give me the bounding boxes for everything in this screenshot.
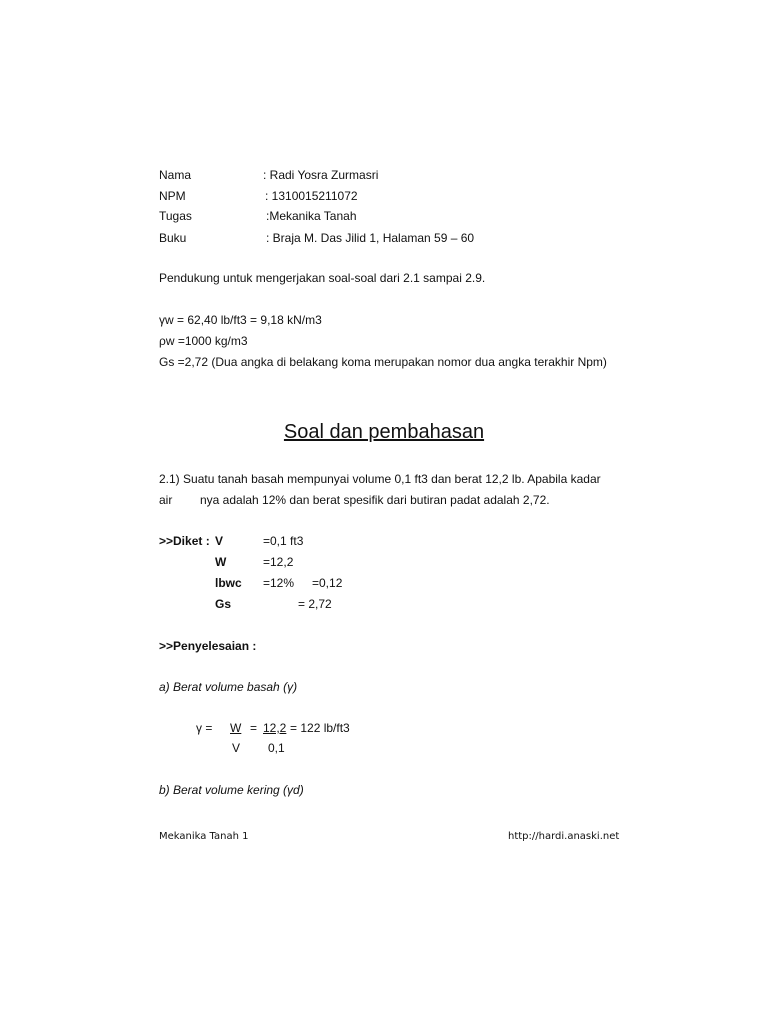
- penyelesaian-heading: >>Penyelesaian :: [159, 639, 257, 653]
- part-b-heading: b) Berat volume kering (γd): [159, 783, 304, 797]
- tugas-label: Tugas: [159, 209, 192, 223]
- fraction-numerator-w: W: [230, 721, 242, 735]
- gs-line: Gs =2,72 (Dua angka di belakang koma merupakan nomor dua angka terakhir Npm): [159, 355, 607, 369]
- buku-value: : Braja M. Das Jilid 1, Halaman 59 – 60: [266, 231, 475, 245]
- nama-value: : Radi Yosra Zurmasri: [263, 168, 379, 182]
- buku-label: Buku: [159, 231, 187, 245]
- diket-value-gs: = 2,72: [298, 597, 332, 611]
- diket-value-w: =12,2: [263, 555, 294, 569]
- nama-label: Nama: [159, 168, 192, 182]
- npm-label: NPM: [159, 189, 186, 203]
- diket-symbol-gs: Gs: [215, 597, 232, 611]
- fraction-denominator-value: 0,1: [268, 741, 285, 755]
- diket-symbol-w: W: [215, 555, 227, 569]
- problem-line-2b: nya adalah 12% dan berat spesifik dari butiran padat adalah 2,72.: [200, 493, 550, 507]
- part-a-heading: a) Berat volume basah (γ): [159, 680, 298, 694]
- diket-symbol-lbwc: lbwc: [215, 576, 242, 590]
- intro-text: Pendukung untuk mengerjakan soal-soal dari 2.1 sampai 2.9.: [159, 271, 486, 285]
- diket-extra-lbwc: =0,12: [312, 576, 343, 590]
- diket-symbol-v: V: [215, 534, 224, 548]
- problem-line-2a: air: [159, 493, 173, 507]
- npm-value: : 1310015211072: [265, 189, 358, 203]
- fraction-equals: =: [250, 721, 258, 735]
- result-122: = 122 lb/ft3: [290, 721, 350, 735]
- fraction-denominator-v: V: [232, 741, 241, 755]
- gamma-equals: γ =: [196, 721, 213, 735]
- diket-value-lbwc: =12%: [263, 576, 295, 590]
- rho-w-line: ρw =1000 kg/m3: [159, 334, 248, 348]
- gamma-w-line: γw = 62,40 lb/ft3 = 9,18 kN/m3: [159, 313, 322, 327]
- problem-line-1: 2.1) Suatu tanah basah mempunyai volume 0,1 ft3 dan berat 12,2 lb. Apabila kadar: [159, 472, 601, 486]
- diket-heading: >>Diket :: [159, 534, 210, 548]
- fraction-numerator-value: 12,2: [263, 721, 287, 735]
- footer-left: Mekanika Tanah 1: [159, 831, 249, 842]
- diket-value-v: =0,1 ft3: [263, 534, 304, 548]
- tugas-value: :Mekanika Tanah: [266, 209, 357, 223]
- footer-right: http://hardi.anaski.net: [508, 831, 620, 842]
- section-title: Soal dan pembahasan: [283, 421, 485, 443]
